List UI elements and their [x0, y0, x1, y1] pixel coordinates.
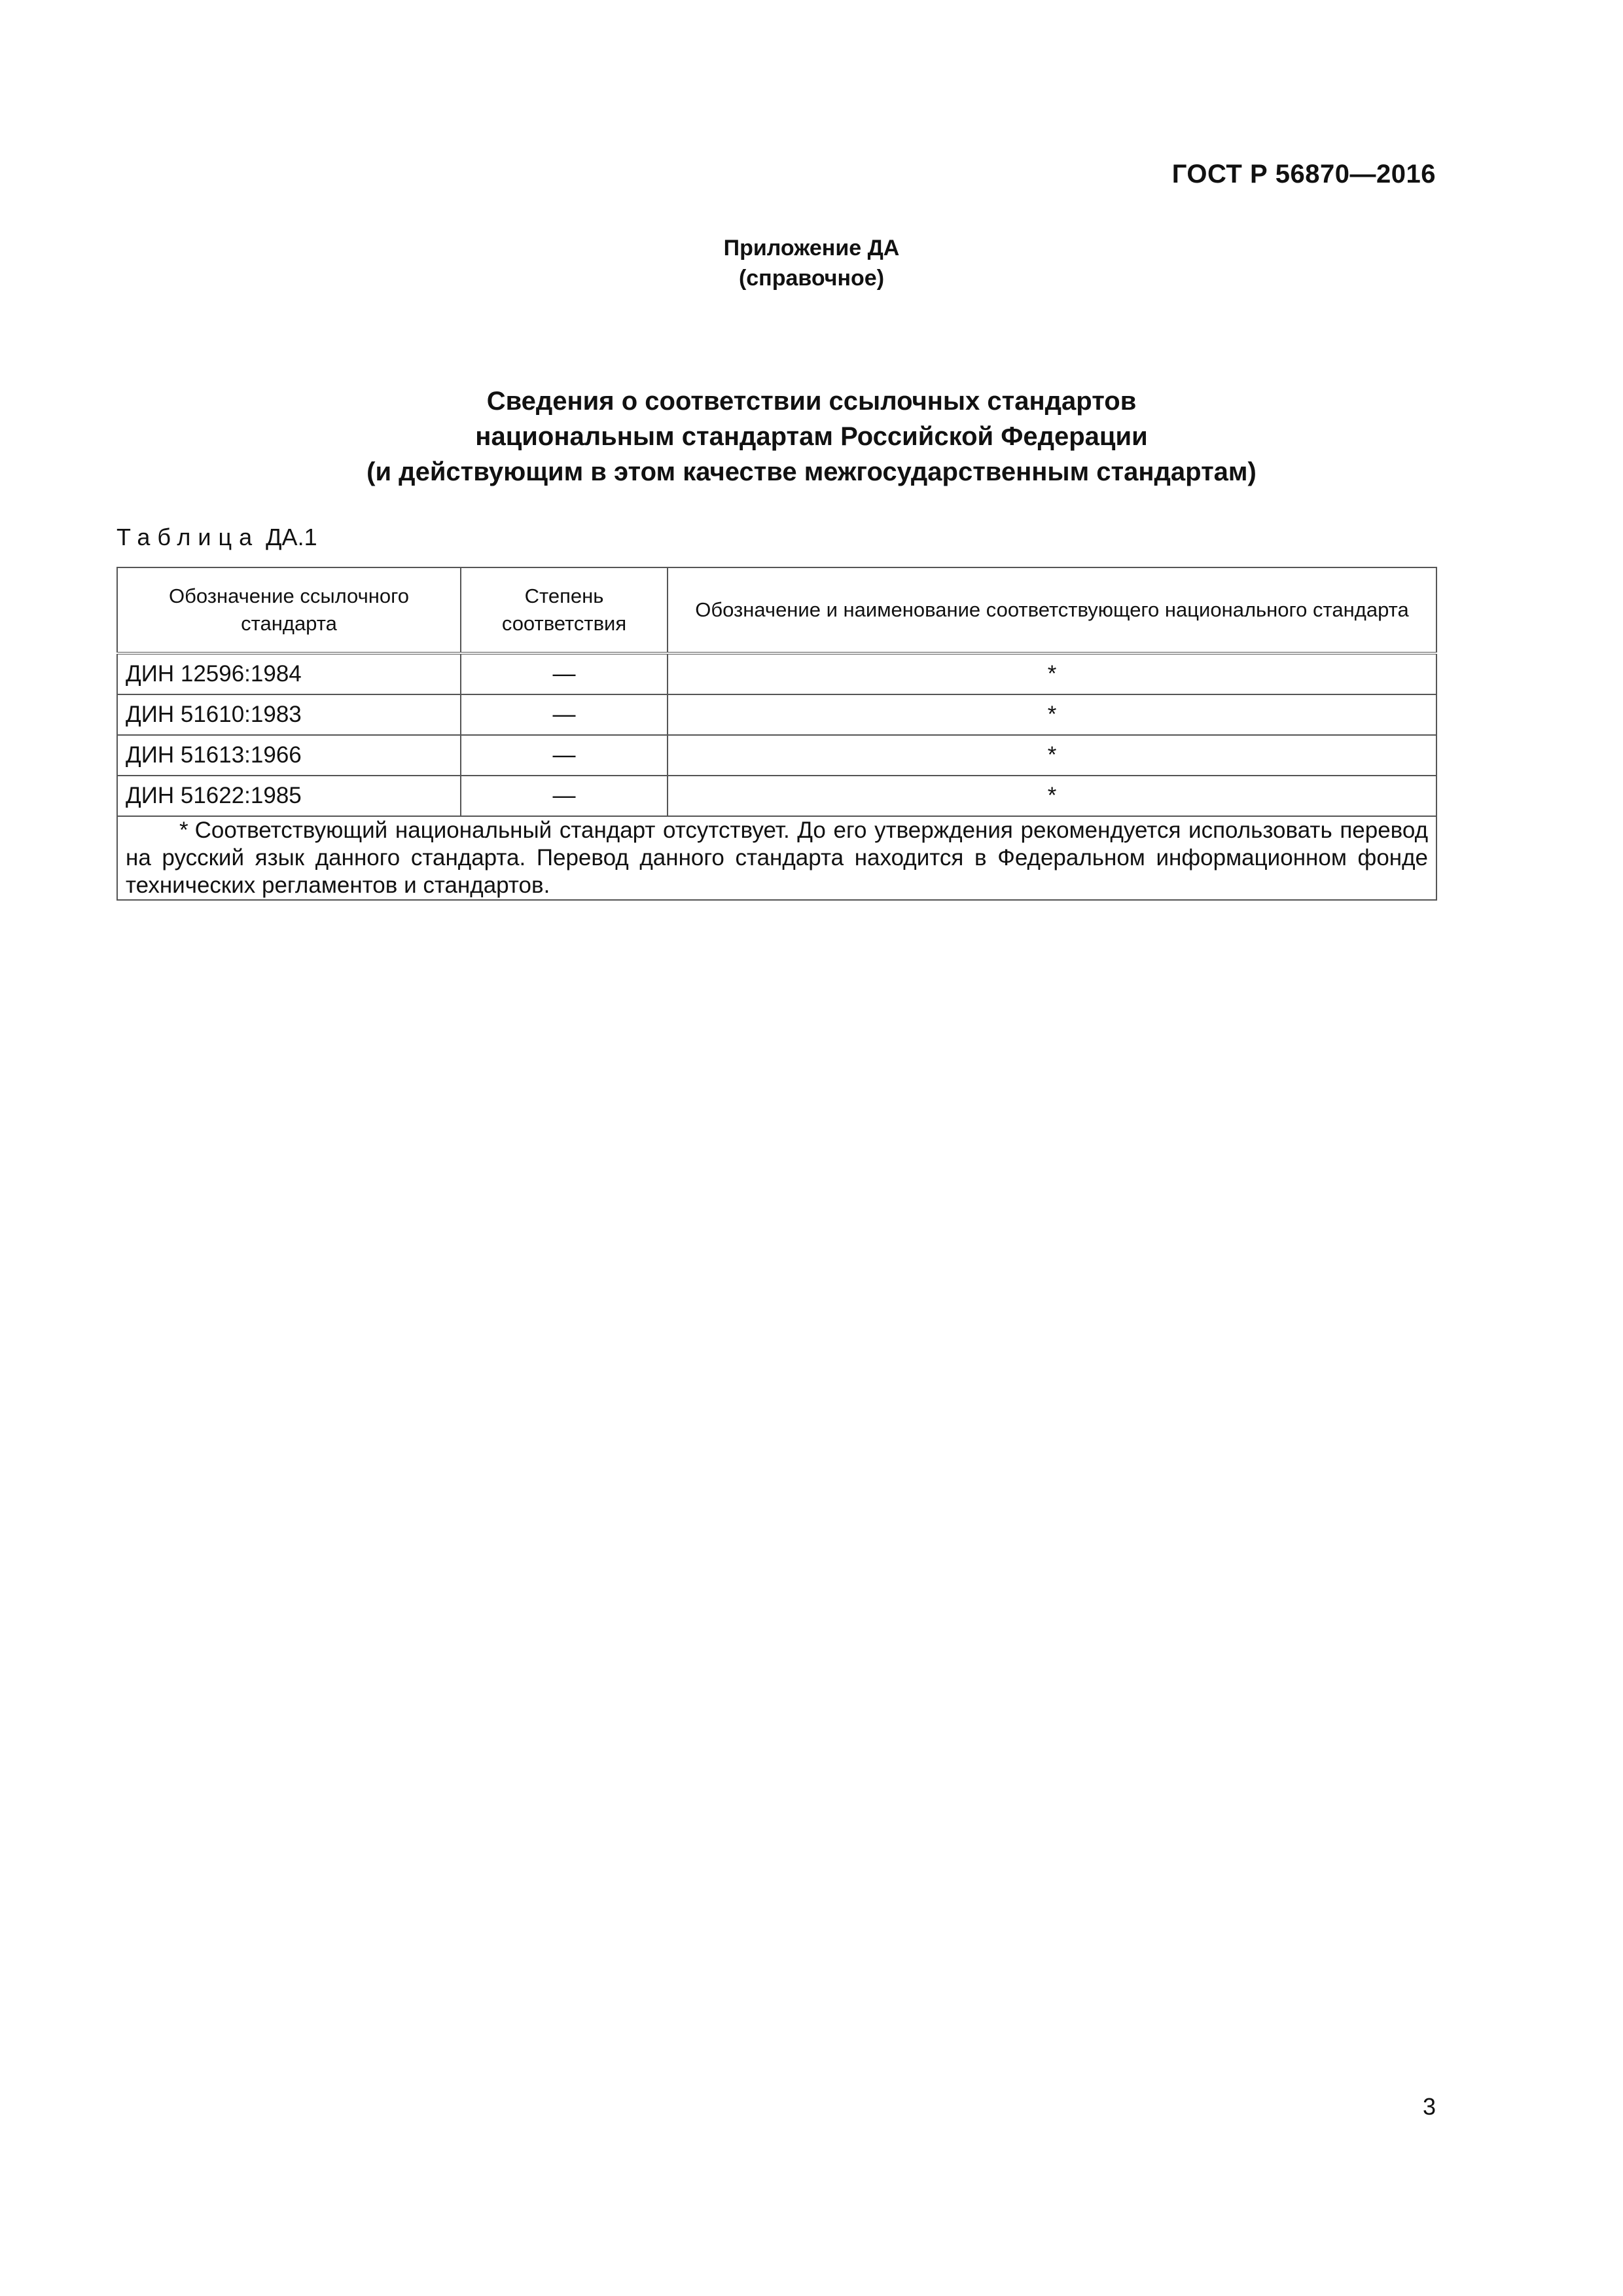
national-standard-cell: * — [668, 694, 1436, 735]
degree-cell: — — [461, 735, 668, 776]
section-title-line: (и действующим в этом качестве межгосударственным стандартам) — [366, 457, 1257, 486]
national-standard-cell: * — [668, 653, 1436, 694]
section-title — [0, 384, 1623, 490]
table-caption-number: ДА.1 — [266, 524, 317, 550]
table-row — [117, 776, 1436, 816]
section-title-line: национальным стандартам Российской Федерации — [475, 422, 1148, 451]
degree-cell: — — [461, 694, 668, 735]
appendix-subtitle: (справочное) — [738, 266, 885, 291]
reference-standard-cell: ДИН 12596:1984 — [117, 653, 461, 694]
degree-cell: — — [461, 653, 668, 694]
table-footnote — [117, 816, 1436, 900]
reference-standard-cell: ДИН 51622:1985 — [117, 776, 461, 816]
column-header-reference: Обозначение ссылочного стандарта — [117, 567, 461, 653]
table-row — [117, 653, 1436, 694]
appendix-heading — [0, 233, 1623, 293]
page-number: 3 — [1422, 2093, 1436, 2120]
degree-cell: — — [461, 776, 668, 816]
reference-standard-cell: ДИН 51613:1966 — [117, 735, 461, 776]
table-header-row — [117, 567, 1436, 653]
table-row — [117, 735, 1436, 776]
column-header-national: Обозначение и наименование соответствующего национального стандарта — [668, 567, 1436, 653]
section-title-line: Сведения о соответствии ссылочных стандартов — [486, 387, 1137, 416]
correspondence-table — [116, 567, 1437, 901]
table-caption — [116, 524, 317, 551]
footnote-mark: * — [179, 817, 188, 843]
table-row — [117, 694, 1436, 735]
table-footnote-row — [117, 816, 1436, 900]
national-standard-cell: * — [668, 735, 1436, 776]
appendix-title: Приложение ДА — [723, 236, 900, 260]
footnote-text: Соответствующий национальный стандарт отсутствует. До его утверждения рекомендуется использовать перевод на русский язык данного стандарта. Перевод данного стандарта находится в Федеральном информационном фонде технических регламентов и стандартов. — [126, 817, 1428, 898]
reference-standard-cell: ДИН 51610:1983 — [117, 694, 461, 735]
document-code: ГОСТ Р 56870—2016 — [1171, 160, 1436, 188]
column-header-degree: Степень соответствия — [461, 567, 668, 653]
table-caption-word: Таблица — [116, 524, 260, 550]
national-standard-cell: * — [668, 776, 1436, 816]
